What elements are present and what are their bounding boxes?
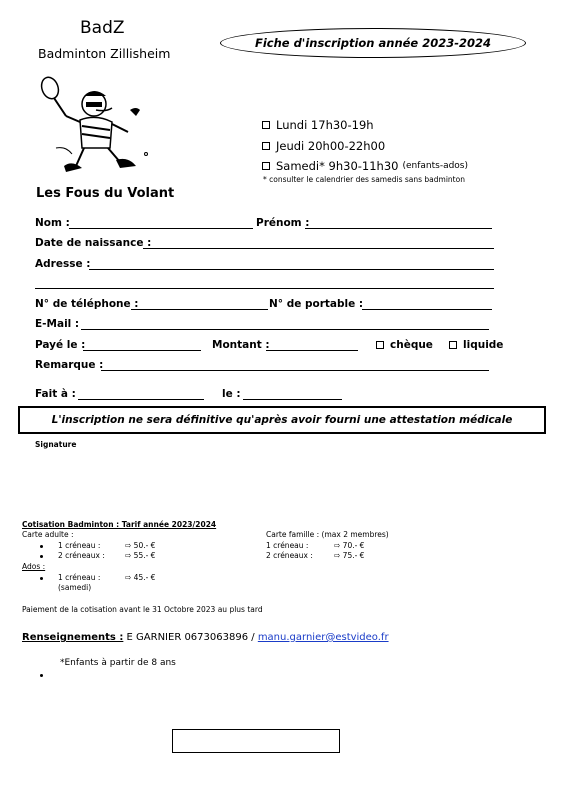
bullet	[40, 674, 43, 677]
empty-box	[172, 729, 340, 753]
checkbox[interactable]	[262, 121, 270, 129]
label-fait-a: Fait à :	[35, 388, 76, 400]
form-title: Fiche d'inscription année 2023-2024	[220, 28, 526, 58]
kids-bullet	[40, 662, 43, 681]
bullet	[40, 545, 43, 548]
ados-price-1: ⇨ 45.- €	[125, 573, 156, 582]
payment-note: Paiement de la cotisation avant le 31 Octobre 2023 au plus tard	[22, 605, 263, 614]
remarque-field[interactable]	[101, 370, 489, 371]
checkbox[interactable]	[449, 341, 457, 349]
cheque-option[interactable]	[376, 339, 433, 351]
adresse-field[interactable]	[89, 269, 494, 270]
montant-field[interactable]	[266, 350, 358, 351]
label-telephone: N° de téléphone :	[35, 298, 139, 310]
ados-label-1: 1 créneau :	[58, 573, 101, 582]
club-subtitle: Badminton Zillisheim	[38, 46, 171, 61]
liquide-option[interactable]	[449, 339, 503, 351]
badminton-player-illustration	[36, 70, 156, 180]
email-field[interactable]	[81, 329, 489, 330]
nom-field[interactable]	[69, 228, 253, 229]
famille-label-2: 2 créneaux :	[266, 551, 313, 560]
label-adresse: Adresse :	[35, 258, 91, 270]
schedule-footnote: * consulter le calendrier des samedis sans badminton	[263, 175, 465, 184]
label-portable: N° de portable :	[269, 298, 364, 310]
info-contact: E GARNIER 0673063896 /	[123, 632, 258, 643]
label-paye-le: Payé le :	[35, 339, 86, 351]
famille-title: Carte famille : (max 2 membres)	[266, 530, 389, 539]
famille-price-1: ⇨ 70.- €	[334, 541, 365, 550]
adulte-label-2: 2 créneaux :	[58, 551, 105, 560]
famille-price-2: ⇨ 75.- €	[334, 551, 365, 560]
label-email: E-Mail :	[35, 318, 80, 330]
club-name: BadZ	[80, 18, 125, 38]
adresse-field-line2[interactable]	[35, 288, 494, 289]
ados-sub-1: (samedi)	[58, 583, 92, 592]
slot-jeudi[interactable]	[262, 139, 385, 153]
adulte-price-2: ⇨ 55.- €	[125, 551, 156, 560]
bullet	[40, 577, 43, 580]
adulte-price-1: ⇨ 50.- €	[125, 541, 156, 550]
famille-label-1: 1 créneau :	[266, 541, 309, 550]
le-field[interactable]	[243, 399, 342, 400]
naissance-field[interactable]	[143, 248, 494, 249]
tarif-heading: Cotisation Badminton : Tarif année 2023/2024	[22, 520, 217, 529]
slot-lundi[interactable]	[262, 118, 374, 132]
liquide-label: liquide	[463, 339, 504, 351]
adulte-row-1	[40, 541, 43, 550]
label-prenom: Prénom :	[256, 217, 310, 229]
adulte-label-1: 1 créneau :	[58, 541, 101, 550]
ados-row-1	[40, 573, 43, 582]
kids-note: *Enfants à partir de 8 ans	[60, 658, 176, 668]
medical-notice: L'inscription ne sera définitive qu'après avoir fourni une attestation médicale	[18, 406, 546, 434]
adulte-row-2	[40, 551, 43, 560]
slot-note: (enfants-ados)	[402, 161, 469, 171]
info-label: Renseignements :	[22, 632, 124, 643]
checkbox[interactable]	[262, 142, 270, 150]
checkbox[interactable]	[376, 341, 384, 349]
adulte-title: Carte adulte :	[22, 530, 74, 539]
team-name: Les Fous du Volant	[36, 186, 175, 201]
slot-label: Lundi 17h30-19h	[276, 118, 374, 132]
paye-le-field[interactable]	[83, 350, 201, 351]
fait-a-field[interactable]	[78, 399, 204, 400]
contact-info	[22, 632, 389, 643]
checkbox[interactable]	[262, 162, 270, 170]
slot-samedi[interactable]	[262, 159, 468, 173]
label-remarque: Remarque :	[35, 359, 104, 371]
contact-email-link[interactable]: manu.garnier@estvideo.fr	[257, 632, 389, 643]
slot-label: Jeudi 20h00-22h00	[276, 139, 386, 153]
prenom-field[interactable]	[305, 228, 492, 229]
telephone-field[interactable]	[131, 309, 268, 310]
slot-label: Samedi* 9h30-11h30	[276, 159, 399, 173]
cheque-label: chèque	[390, 339, 433, 351]
portable-field[interactable]	[362, 309, 492, 310]
label-le: le :	[222, 388, 241, 400]
label-montant: Montant :	[212, 339, 270, 351]
ados-title: Ados :	[22, 562, 46, 571]
label-naissance: Date de naissance :	[35, 237, 152, 249]
signature-label: Signature	[35, 440, 77, 449]
bullet	[40, 555, 43, 558]
label-nom: Nom :	[35, 217, 70, 229]
